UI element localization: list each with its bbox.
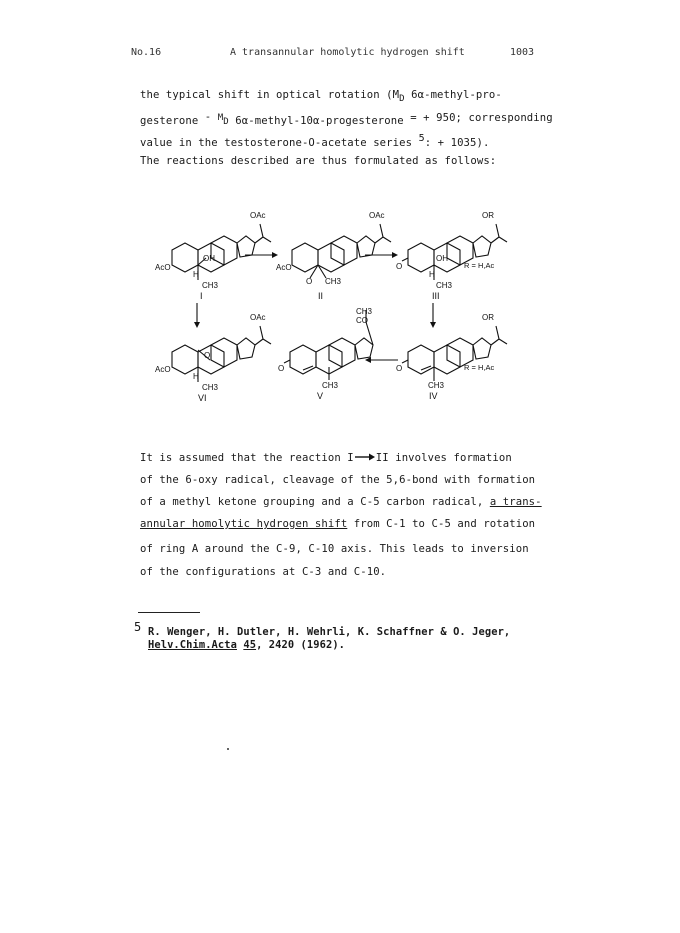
discussion-text: It is assumed that the reaction I <box>140 452 354 464</box>
label-II: II <box>318 291 324 301</box>
footnote-line-2 <box>148 639 345 651</box>
group-ch3: CH3 <box>325 277 342 286</box>
journal-name: Helv.Chim.Acta <box>148 639 237 651</box>
speck <box>227 748 229 750</box>
footnote-rule <box>138 612 200 613</box>
group-o: O <box>278 364 285 373</box>
label-VI: VI <box>198 393 207 403</box>
journal-volume: 45 <box>243 639 257 651</box>
discussion-text: from C-1 to C-5 and rotation <box>347 518 536 530</box>
rotation-subscript: D <box>223 117 229 127</box>
group-or: OR <box>482 211 494 220</box>
rotation-subscript: D <box>399 94 405 104</box>
group-ch3: CH3 <box>202 281 219 290</box>
label-IV: IV <box>429 391 438 401</box>
group-o: O <box>396 262 403 271</box>
group-oh: OH <box>203 254 215 263</box>
r-definition: R = H,Ac <box>464 261 495 270</box>
group-aco: AcO <box>155 263 171 272</box>
discussion-line-5: of ring A around the C-9, C-10 axis. This leads to inversion <box>140 543 529 555</box>
group-ch3: CH3 <box>202 383 219 392</box>
discussion-text: II involves formation <box>375 452 512 464</box>
discussion-line-1 <box>140 452 512 464</box>
group-oac: OAc <box>369 211 385 220</box>
discussion-line-3 <box>140 496 542 508</box>
group-h: H <box>193 270 199 279</box>
emphasis-text: annular homolytic hydrogen shift <box>140 518 348 530</box>
footnote-line-1: R. Wenger, H. Dutler, H. Wehrli, K. Schaffner & O. Jeger, <box>148 626 511 638</box>
rotation-symbol: M <box>217 113 224 123</box>
r-definition: R = H,Ac <box>464 363 495 372</box>
reaction-arrow-icon <box>354 452 376 462</box>
group-ch3: CH3 <box>428 381 445 390</box>
arrowhead <box>430 322 436 328</box>
rotation-symbol: M <box>392 89 400 101</box>
compound-I <box>172 224 271 280</box>
group-oh: OH <box>436 254 448 263</box>
compound-III <box>402 224 507 280</box>
group-o: O <box>306 277 313 286</box>
intro-line-2 <box>140 111 553 127</box>
group-ch3: CH3 <box>436 281 453 290</box>
compound-II <box>292 224 391 278</box>
group-o: O <box>396 364 403 373</box>
label-I: I <box>200 291 203 301</box>
discussion-line-2: of the 6-oxy radical, cleavage of the 5,6-bond with formation <box>140 474 536 486</box>
footnote-marker: 5 <box>134 620 142 634</box>
discussion-line-4 <box>140 518 535 530</box>
arrowhead <box>272 252 278 258</box>
header-title: A transannular homolytic hydrogen shift <box>230 47 465 58</box>
label-V: V <box>317 391 324 401</box>
intro-text: = + 950; corresponding <box>403 112 553 124</box>
header-left: No.16 <box>131 47 162 58</box>
page-number: 1003 <box>510 47 535 58</box>
group-ch3: CH3 <box>322 381 339 390</box>
intro-text: gesterone <box>140 115 205 127</box>
intro-line-3 <box>140 133 489 149</box>
intro-line-1 <box>140 89 502 104</box>
group-oac: OAc <box>250 313 266 322</box>
arrowhead <box>194 322 200 328</box>
intro-line-4: The reactions described are thus formulated as follows: <box>140 155 497 167</box>
intro-text: value in the testosterone-O-acetate series <box>140 137 413 149</box>
intro-text: : + 1035). <box>424 137 490 149</box>
group-aco: AcO <box>276 263 292 272</box>
footnote-text: , 2420 (1962). <box>256 639 346 651</box>
footnote-ref: 5 <box>418 133 425 144</box>
intro-text: the typical shift in optical rotation ( <box>140 89 393 101</box>
compound-VI <box>172 326 271 382</box>
group-aco: AcO <box>155 365 171 374</box>
group-oac: OAc <box>250 211 266 220</box>
label-III: III <box>432 291 440 301</box>
intro-text: 6α-methyl-pro- <box>404 89 502 101</box>
emphasis-text: a trans- <box>489 496 542 508</box>
group-h: H <box>193 372 199 381</box>
compound-IV <box>402 326 507 381</box>
arrowhead <box>392 252 398 258</box>
discussion-text: of a methyl ketone grouping and a C-5 carbon radical, <box>140 496 490 508</box>
group-h: H <box>429 270 435 279</box>
group-co: CO <box>356 316 368 325</box>
group-ch3: CH3 <box>356 307 373 316</box>
minus-sign: - <box>204 111 212 123</box>
discussion-line-6: of the configurations at C-3 and C-10. <box>140 566 387 578</box>
reaction-scheme <box>150 200 540 410</box>
group-or: OR <box>482 313 494 322</box>
group-o: O <box>204 351 211 360</box>
intro-text: 6α-methyl-10α-progesterone <box>228 115 404 127</box>
